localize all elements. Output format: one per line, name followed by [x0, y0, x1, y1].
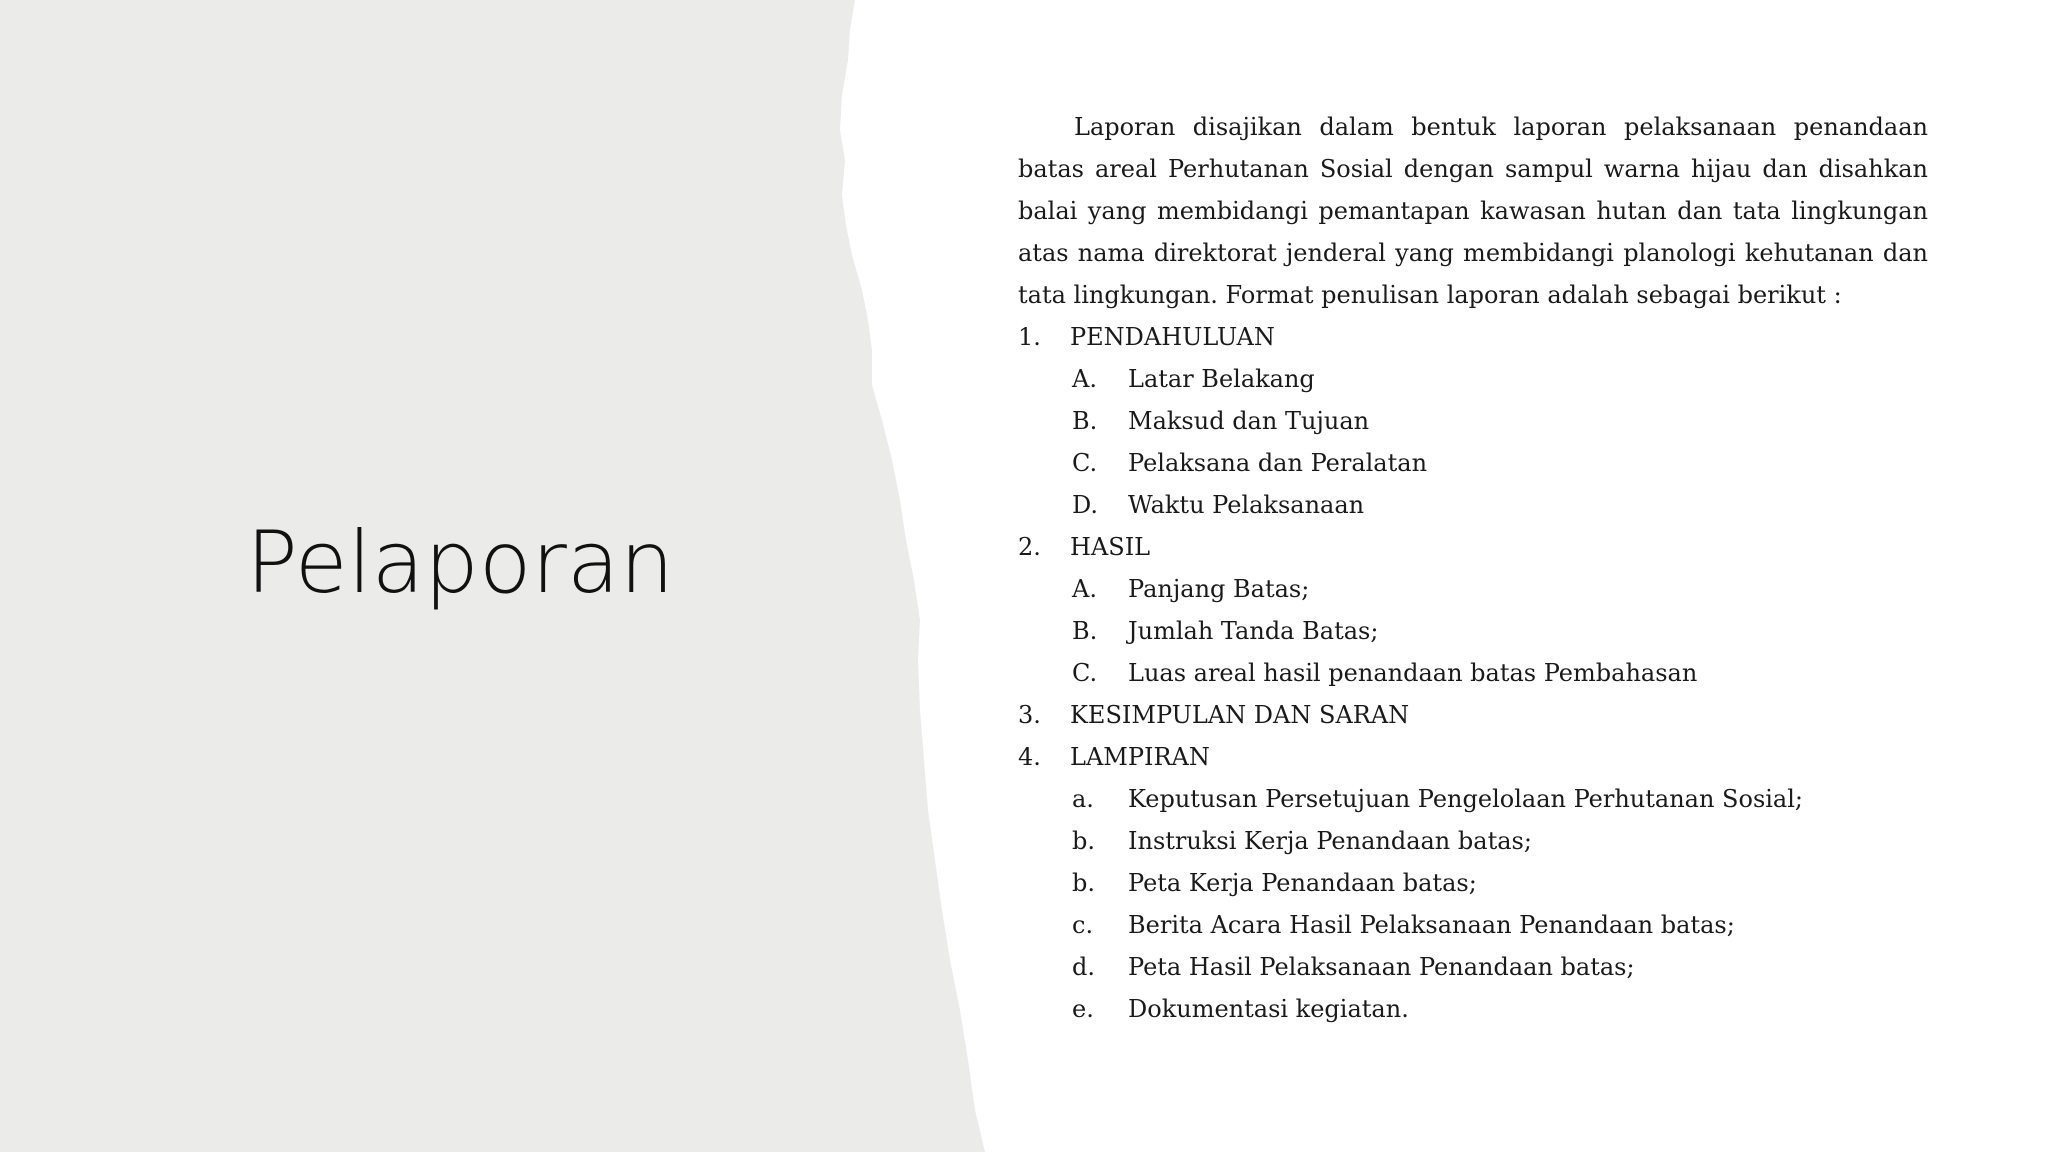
list-number: D.: [1072, 491, 1099, 519]
list-text: HASIL: [1070, 533, 1151, 561]
list-item: [1018, 988, 1928, 1030]
list-item: [1018, 442, 1928, 484]
list-number: A.: [1072, 365, 1097, 393]
list-item: [1018, 316, 1928, 358]
list-item: [1018, 820, 1928, 862]
list-number: c.: [1072, 911, 1094, 939]
list-text: Waktu Pelaksanaan: [1128, 491, 1365, 519]
list-item: [1018, 862, 1928, 904]
list-number: d.: [1072, 953, 1095, 981]
list-text: Pelaksana dan Peralatan: [1128, 449, 1428, 477]
list-text: Keputusan Persetujuan Pengelolaan Perhutanan Sosial;: [1128, 785, 1803, 813]
list-item: [1018, 358, 1928, 400]
list-text: Panjang Batas;: [1128, 575, 1310, 603]
list-text: Instruksi Kerja Penandaan batas;: [1128, 827, 1532, 855]
list-item: [1018, 694, 1928, 736]
list-text: Berita Acara Hasil Pelaksanaan Penandaan batas;: [1128, 911, 1735, 939]
list-text: PENDAHULUAN: [1070, 323, 1275, 351]
list-number: 4.: [1018, 743, 1041, 771]
list-number: B.: [1072, 617, 1098, 645]
list-item: [1018, 904, 1928, 946]
list-number: e.: [1072, 995, 1094, 1023]
list-item: [1018, 568, 1928, 610]
list-text: Dokumentasi kegiatan.: [1128, 995, 1409, 1023]
list-text: Peta Kerja Penandaan batas;: [1128, 869, 1477, 897]
list-number: B.: [1072, 407, 1098, 435]
scanned-document: [1018, 106, 1928, 1030]
list-text: Maksud dan Tujuan: [1128, 407, 1370, 435]
list-number: b.: [1072, 827, 1095, 855]
list-text: Peta Hasil Pelaksanaan Penandaan batas;: [1128, 953, 1635, 981]
list-number: 2.: [1018, 533, 1041, 561]
list-number: C.: [1072, 659, 1098, 687]
list-item: [1018, 484, 1928, 526]
list-item: [1018, 610, 1928, 652]
list-number: b.: [1072, 869, 1095, 897]
list-number: 1.: [1018, 323, 1041, 351]
intro-paragraph: Laporan disajikan dalam bentuk laporan pelaksanaan penandaan batas areal Perhutanan Sosial dengan sampul warna hijau dan disahkan balai yang membidangi pemantapan kawasan hutan dan tata lingkungan atas nama direktorat jenderal yang membidangi planologi kehutanan dan tata lingkungan. Format penulisan laporan adalah sebagai berikut :: [1018, 113, 1928, 309]
list-item: [1018, 736, 1928, 778]
list-text: KESIMPULAN DAN SARAN: [1070, 701, 1410, 729]
list-number: 3.: [1018, 701, 1041, 729]
report-outline-list: [1018, 316, 1928, 1030]
list-number: a.: [1072, 785, 1094, 813]
list-text: LAMPIRAN: [1070, 743, 1210, 771]
list-number: A.: [1072, 575, 1097, 603]
list-text: Latar Belakang: [1128, 365, 1315, 393]
list-item: [1018, 652, 1928, 694]
list-item: [1018, 526, 1928, 568]
list-item: [1018, 778, 1928, 820]
list-text: Jumlah Tanda Batas;: [1128, 617, 1379, 645]
list-text: Luas areal hasil penandaan batas Pembahasan: [1128, 659, 1698, 687]
list-item: [1018, 946, 1928, 988]
slide-title: Pelaporan: [246, 513, 675, 613]
list-item: [1018, 400, 1928, 442]
list-number: C.: [1072, 449, 1098, 477]
